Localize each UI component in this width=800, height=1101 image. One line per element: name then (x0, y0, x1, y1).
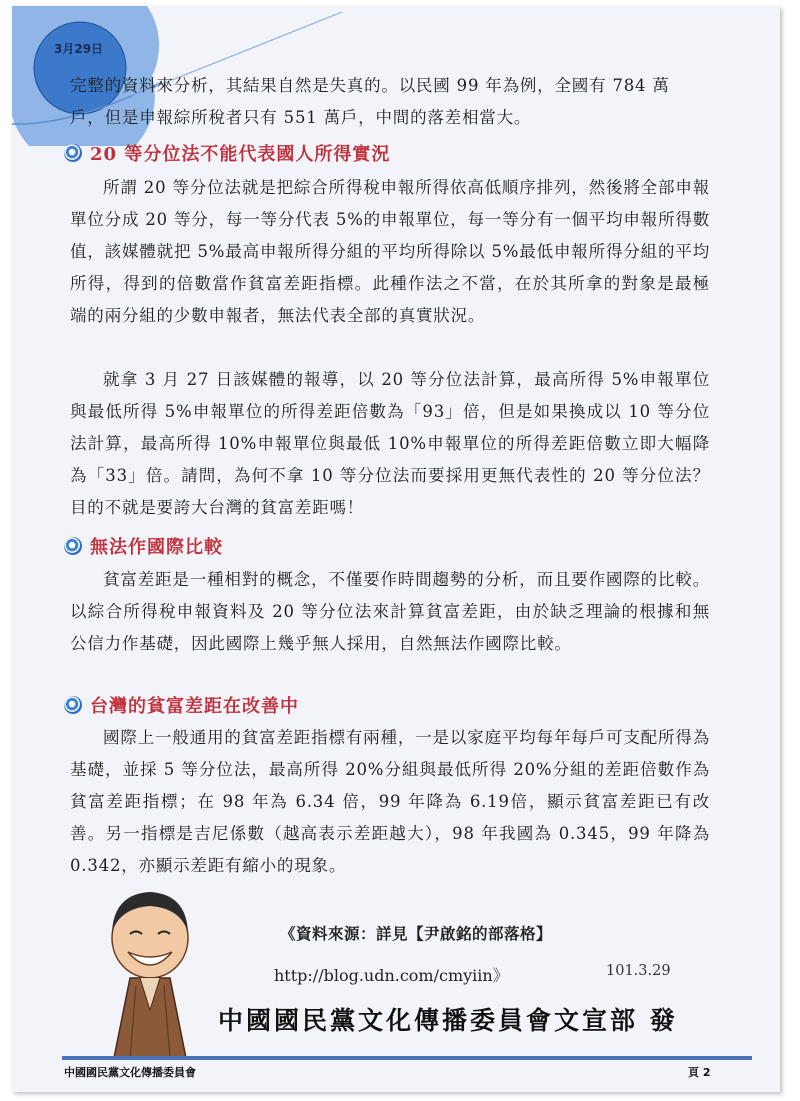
intro-line-1: 完整的資料來分析，其結果自然是失真的。以民國 99 年為例，全國有 784 萬 (70, 76, 670, 95)
publish-date: 101.3.29 (606, 963, 671, 979)
blog-url: http://blog.udn.com/cmyiin》 (274, 966, 509, 985)
intro-line-2: 戶，但是申報綜所稅者只有 551 萬戶，中間的落差相當大。 (70, 108, 532, 127)
section1-paragraph-1: 所謂 20 等分位法就是把綜合所得稅申報所得依高低順序排列，然後將全部申報單位分成 20 等分，每一等分代表 5%的申報單位，每一等分有一個平均申報所得數值，該媒體就把 5%最高申報所得分組的平均所得除以 5%最低申報所得分組的平均所得，得到的倍數當作貧富差距指標。此種作法之不當，在於其所拿的對象是最極端的兩分組的少數申報者，無法代表全部的真實狀況。 (70, 178, 710, 325)
section-title-3: 台灣的貧富差距在改善中 (90, 696, 299, 717)
footer-organization: 中國國民黨文化傳播委員會 (64, 1066, 196, 1079)
section-title-2: 無法作國際比較 (90, 537, 223, 558)
section-heading-3 (64, 692, 299, 718)
bullet-icon (64, 537, 82, 555)
section1-paragraph-2: 就拿 3 月 27 日該媒體的報導，以 20 等分位法計算，最高所得 5%申報單位與最低所得 5%申報單位的所得差距倍數為「93」倍，但是如果換成以 10 等分位法計算，最高所得 10%申報單位與最低 10%申報單位的所得差距倍數立即大幅降為「33」倍。請問，為何不拿 10 等分位法而要採用更無代表性的 20 等分位法？目的不就是要誇大台灣的貧富差距嗎！ (70, 370, 710, 517)
footer-divider (62, 1056, 752, 1060)
date-label: 3月29日 (54, 42, 104, 56)
section3-paragraph-1: 國際上一般通用的貧富差距指標有兩種，一是以家庭平均每年每戶可支配所得為基礎，並採 5 等分位法，最高所得 20%分組與最低所得 20%分組的差距倍數作為貧富差距指標；在 98 年為 6.34 倍，99 年降為 6.19倍，顯示貧富差距已有改善。另一指標是吉尼係數（越高表示差距越大），98 年我國為 0.345，99 年降為 0.342，亦顯示差距有縮小的現象。 (70, 728, 710, 875)
section-heading-2 (64, 533, 223, 559)
section-heading-1 (64, 140, 390, 166)
source-line: 《資料來源：詳見【尹啟銘的部落格】 (280, 924, 553, 943)
page-number: 頁 2 (688, 1066, 711, 1079)
section-title-1: 20 等分位法不能代表國人所得實況 (90, 144, 391, 165)
document-page (12, 6, 780, 1092)
bullet-icon (64, 696, 82, 714)
bullet-icon (64, 144, 82, 162)
caricature-illustration (100, 882, 200, 1060)
section2-paragraph-1: 貧富差距是一種相對的概念，不僅要作時間趨勢的分析，而且要作國際的比較。以綜合所得稅申報資料及 20 等分位法來計算貧富差距，由於缺乏理論的根據和無公信力作基礎，因此國際上幾乎無人採用，自然無法作國際比較。 (70, 570, 710, 653)
issuer-signature: 中國國民黨文化傳播委員會文宣部 發 (218, 1006, 678, 1035)
